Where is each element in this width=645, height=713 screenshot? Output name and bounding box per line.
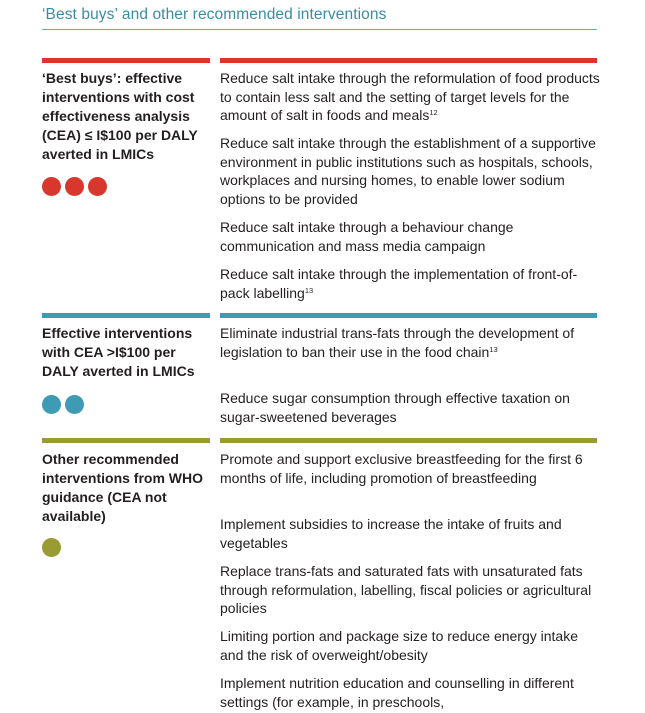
section-label: ‘Best buys’: effective interventions with cost effectiveness analysis (CEA) ≤ I$100 per DALY averted in LMICs: [42, 70, 198, 162]
intervention-text: Reduce salt intake through a behaviour change communication and mass media campaign: [220, 219, 514, 254]
intervention-text: Reduce sugar consumption through effective taxation on sugar-sweetened beverages: [220, 390, 570, 425]
intervention-item: [220, 674, 605, 711]
rating-dots: [42, 177, 107, 196]
section-bar-right: [220, 313, 597, 318]
section-bar-left: [42, 58, 210, 63]
intervention-text: Eliminate industrial trans-fats through the development of legislation to ban their use in the food chain: [220, 325, 575, 360]
intervention-text: Implement nutrition education and counselling in different settings (for example, in preschools,: [220, 675, 574, 710]
footnote-ref[interactable]: 13: [489, 344, 498, 354]
footnote-ref[interactable]: 13: [304, 285, 314, 295]
rating-dot: [65, 395, 84, 414]
intervention-item: [220, 562, 605, 618]
rating-dot: [42, 538, 61, 557]
section-bar-left: [42, 313, 210, 318]
intervention-text: Replace trans-fats and saturated fats with unsaturated fats through reformulation, labelling, fiscal policies or agricultural policies: [220, 563, 592, 616]
footnote-ref[interactable]: 12: [429, 108, 438, 117]
section-label: Effective interventions with CEA >I$100 per DALY averted in LMICs: [42, 325, 195, 379]
intervention-item: [220, 389, 605, 426]
intervention-item: [220, 324, 605, 361]
intervention-item: [220, 69, 605, 125]
section-bar-right: [220, 438, 597, 443]
intervention-item: [220, 627, 605, 664]
rating-dot: [88, 177, 107, 196]
intervention-item: [220, 134, 605, 208]
intervention-text: Limiting portion and package size to reduce energy intake and the risk of overweight/obesity: [220, 628, 578, 663]
title-divider: [42, 29, 597, 30]
intervention-text: Reduce salt intake through the reformulation of food products to contain less salt and the setting of target levels for the amount of salt in foods and meals: [220, 70, 600, 123]
section-label: Other recommended interventions from WHO guidance (CEA not available): [42, 451, 204, 524]
intervention-item: [220, 450, 605, 487]
intervention-item: [220, 265, 605, 302]
intervention-item: [220, 218, 605, 255]
intervention-text: Reduce salt intake through the implementation of front-of-pack labelling: [220, 266, 578, 301]
intervention-item: [220, 515, 605, 552]
rating-dot: [42, 395, 61, 414]
intervention-text: Implement subsidies to increase the intake of fruits and vegetables: [220, 516, 562, 551]
rating-dot: [65, 177, 84, 196]
intervention-text: Reduce salt intake through the establishment of a supportive environment in public institutions such as hospitals, schools, workplaces and nursing homes, to enable lower sodium options to be provided: [220, 135, 596, 207]
section-bar-right: [220, 58, 597, 63]
intervention-text: Promote and support exclusive breastfeeding for the first 6 months of life, including promotion of breastfeeding: [220, 451, 583, 486]
section-bar-left: [42, 438, 210, 443]
rating-dots: [42, 538, 61, 557]
page-title: ‘Best buys’ and other recommended interventions: [42, 6, 387, 23]
rating-dot: [42, 177, 61, 196]
rating-dots: [42, 395, 84, 414]
